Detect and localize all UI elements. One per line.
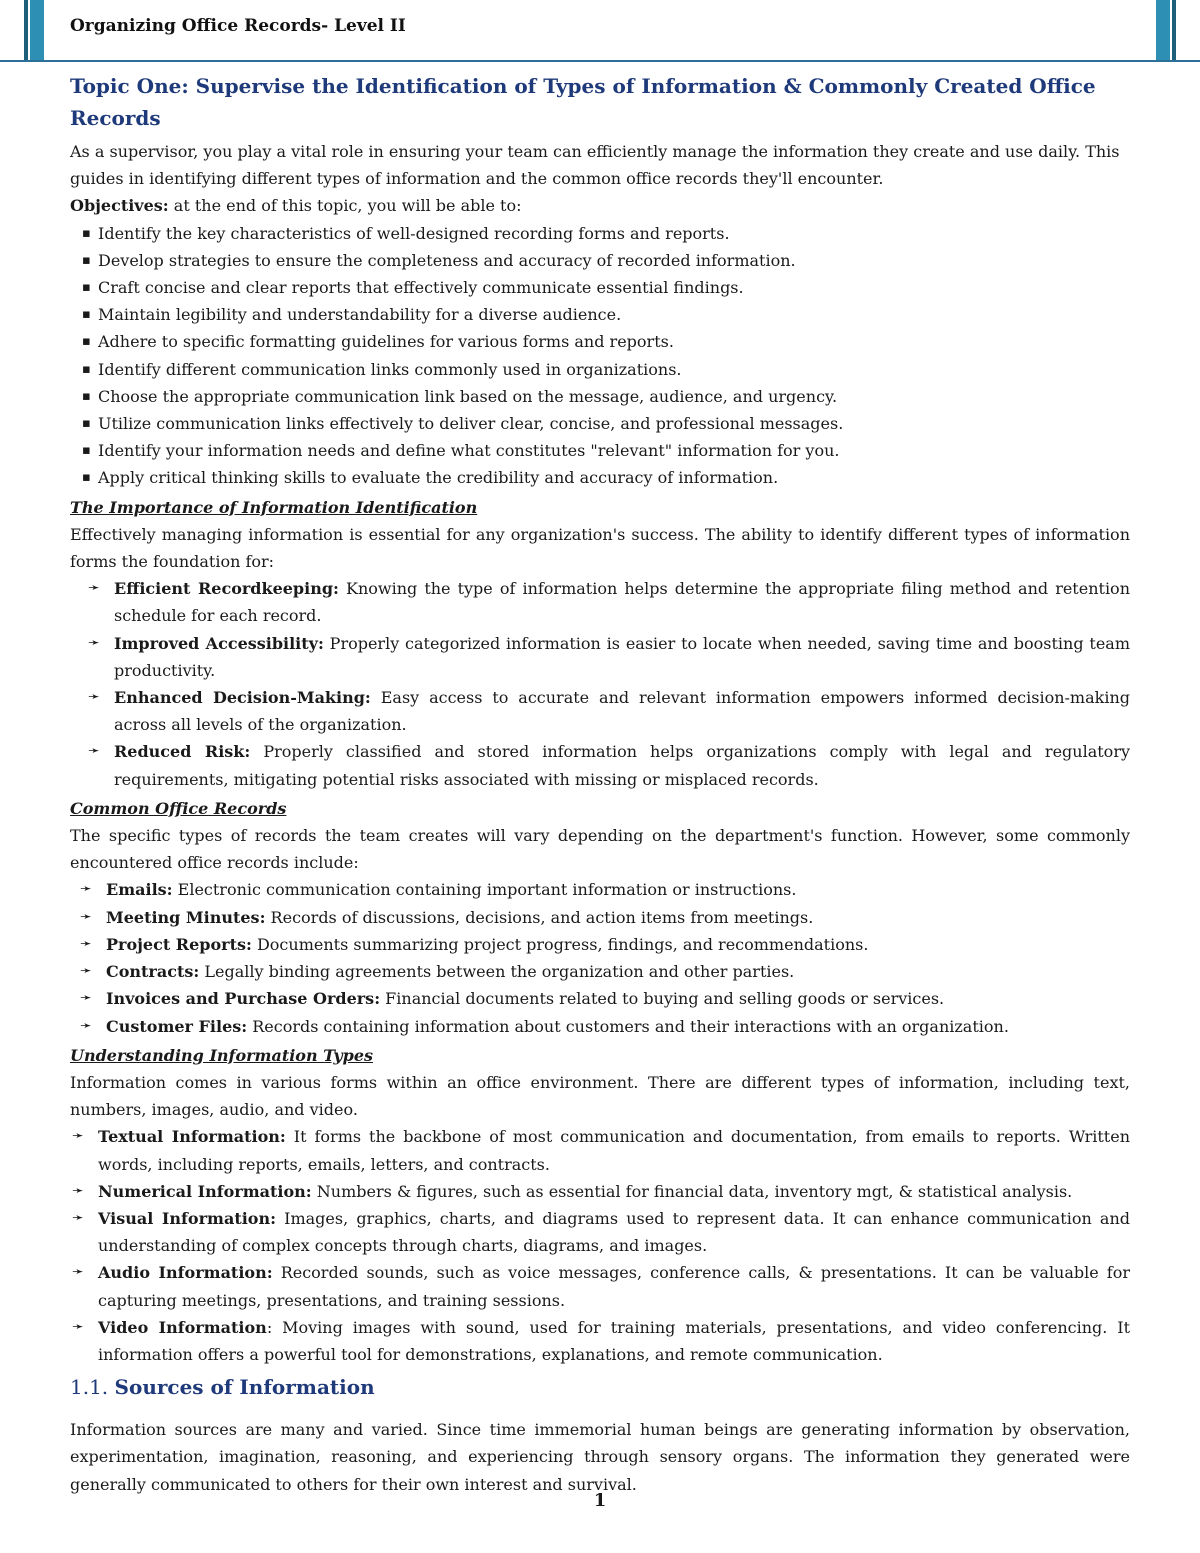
item-text: Records of discussions, decisions, and action items from meetings.: [265, 907, 814, 927]
list-item: [70, 1123, 1130, 1177]
list-item: [70, 738, 1130, 792]
item-term: Invoices and Purchase Orders:: [106, 989, 381, 1009]
arrow-icon: ➛: [80, 935, 92, 952]
arrow-icon: ➛: [72, 1128, 84, 1145]
sources-paragraph: Information sources are many and varied. Since time immemorial human beings are generating information by observation, experimentation, imagination, reasoning, and experiencing through sensory organs. The information they generated were generally communicated to others for their own interest and survival.: [70, 1420, 1130, 1494]
list-item: [70, 958, 1130, 985]
item-text: Financial documents related to buying and selling goods or services.: [380, 989, 945, 1009]
header-accent-left: [30, 0, 44, 60]
arrow-icon: ➛: [88, 580, 100, 597]
item-term: Reduced Risk:: [114, 742, 251, 762]
types-list: [70, 1123, 1130, 1368]
item-term: Emails:: [106, 880, 173, 900]
item-text: Numbers & figures, such as essential for financial data, inventory mgt, & statistical analysis.: [311, 1181, 1073, 1201]
list-item: ▪ Utilize communication links effectively to deliver clear, concise, and professional messages.: [98, 410, 1130, 437]
types-heading: Understanding Information Types: [70, 1045, 373, 1065]
list-item: [70, 876, 1130, 903]
header-title: Organizing Office Records- Level II: [70, 16, 406, 36]
types-intro: Information comes in various forms within an office environment. There are different types of information, including text, numbers, images, audio, and video.: [70, 1072, 1130, 1120]
section-title: Sources of Information: [114, 1375, 375, 1400]
list-item: [70, 1205, 1130, 1259]
list-item: [70, 1178, 1130, 1205]
arrow-icon: ➛: [72, 1318, 84, 1335]
importance-list: [70, 575, 1130, 793]
list-item: [70, 684, 1130, 738]
section-number: 1.1.: [70, 1375, 109, 1400]
arrow-icon: ➛: [80, 963, 92, 980]
item-text: Electronic communication containing important information or instructions.: [172, 880, 797, 900]
header-accent-right: [1156, 0, 1170, 60]
intro-paragraph: As a supervisor, you play a vital role in ensuring your team can efficiently manage the information they create and use daily. This guides in identifying different types of information and the common office records they'll encounter.: [70, 142, 1120, 189]
list-item: ▪ Craft concise and clear reports that effectively communicate essential findings.: [98, 274, 1130, 301]
item-term: Video Information: [98, 1317, 267, 1337]
item-term: Meeting Minutes:: [106, 907, 266, 927]
arrow-icon: ➛: [88, 689, 100, 706]
list-item: ▪ Adhere to specific formatting guidelines for various forms and reports.: [98, 328, 1130, 355]
list-item: [70, 1013, 1130, 1040]
item-term: Audio Information:: [98, 1263, 273, 1283]
arrow-icon: ➛: [72, 1264, 84, 1281]
item-text: Properly categorized information is easier to locate when needed, saving time and boosting team productivity.: [114, 633, 1130, 680]
objectives-text: at the end of this topic, you will be able to:: [168, 196, 522, 216]
header-rule: [0, 60, 1200, 62]
item-text: Legally binding agreements between the organization and other parties.: [199, 962, 795, 982]
arrow-icon: ➛: [88, 634, 100, 651]
arrow-icon: ➛: [88, 743, 100, 760]
item-text: Documents summarizing project progress, findings, and recommendations.: [251, 934, 869, 954]
records-intro: The specific types of records the team creates will vary depending on the department's function. However, some commonly encountered office records include:: [70, 826, 1130, 873]
list-item: [70, 575, 1130, 629]
item-term: Customer Files:: [106, 1016, 248, 1036]
arrow-icon: ➛: [80, 1017, 92, 1034]
item-term: Efficient Recordkeeping:: [114, 579, 339, 599]
item-term: Numerical Information:: [98, 1181, 312, 1201]
item-term: Contracts:: [106, 962, 200, 982]
arrow-icon: ➛: [72, 1182, 84, 1199]
objectives-label: Objectives:: [70, 196, 169, 216]
list-item: ▪ Identify your information needs and define what constitutes "relevant" information for you.: [98, 437, 1130, 464]
page-content: [70, 70, 1130, 1498]
item-text: Easy access to accurate and relevant information empowers informed decision-making across all levels of the organization.: [114, 688, 1131, 735]
arrow-icon: ➛: [80, 990, 92, 1007]
list-item: ▪ Maintain legibility and understandability for a diverse audience.: [98, 301, 1130, 328]
item-text: Records containing information about customers and their interactions with an organization.: [247, 1016, 1009, 1036]
item-text: Recorded sounds, such as voice messages, conference calls, & presentations. It can be valuable for capturing meetings, presentations, and training sessions.: [98, 1263, 1130, 1310]
list-item: [70, 931, 1130, 958]
importance-intro: Effectively managing information is essential for any organization's success. The ability to identify different types of information forms the foundation for:: [70, 524, 1130, 572]
list-item: ▪ Choose the appropriate communication link based on the message, audience, and urgency.: [98, 383, 1130, 410]
objectives-list: [70, 220, 1130, 492]
records-heading: Common Office Records: [70, 798, 287, 818]
list-item: ▪ Identify the key characteristics of well-designed recording forms and reports.: [98, 220, 1130, 247]
sources-heading: [70, 1372, 1130, 1402]
item-text: : Moving images with sound, used for training materials, presentations, and video conferencing. It information offers a powerful tool for demonstrations, explanations, and remote communication.: [98, 1317, 1130, 1364]
records-list: [70, 876, 1130, 1039]
item-term: Visual Information:: [98, 1208, 276, 1228]
list-item: [70, 985, 1130, 1012]
item-text: Properly classified and stored information helps organizations comply with legal and regulatory requirements, mitigating potential risks associated with missing or misplaced records.: [114, 742, 1131, 789]
item-term: Textual Information:: [98, 1127, 286, 1147]
item-term: Project Reports:: [106, 934, 252, 954]
list-item: ▪ Apply critical thinking skills to evaluate the credibility and accuracy of information.: [98, 464, 1130, 491]
list-item: ▪ Identify different communication links commonly used in organizations.: [98, 356, 1130, 383]
objectives-line: [70, 192, 1130, 219]
item-text: Knowing the type of information helps determine the appropriate filing method and retention schedule for each record.: [114, 579, 1130, 626]
list-item: [70, 630, 1130, 684]
page-header: [0, 0, 1200, 62]
topic-title: Topic One: Supervise the Identification of Types of Information & Commonly Created Office Records: [70, 74, 1096, 130]
item-term: Improved Accessibility:: [114, 633, 324, 653]
page-number: 1: [593, 1490, 607, 1511]
item-term: Enhanced Decision-Making:: [114, 688, 371, 708]
item-text: It forms the backbone of most communication and documentation, from emails to reports. Written words, including reports, emails, letters, and contracts.: [98, 1127, 1130, 1174]
arrow-icon: ➛: [72, 1209, 84, 1226]
list-item: [70, 904, 1130, 931]
arrow-icon: ➛: [80, 881, 92, 898]
list-item: [70, 1314, 1130, 1368]
importance-heading: The Importance of Information Identification: [70, 497, 478, 517]
item-text: Images, graphics, charts, and diagrams used to represent data. It can enhance communication and understanding of complex concepts through charts, diagrams, and images.: [98, 1208, 1130, 1256]
arrow-icon: ➛: [80, 908, 92, 925]
list-item: [70, 1259, 1130, 1313]
list-item: ▪ Develop strategies to ensure the completeness and accuracy of recorded information.: [98, 247, 1130, 274]
